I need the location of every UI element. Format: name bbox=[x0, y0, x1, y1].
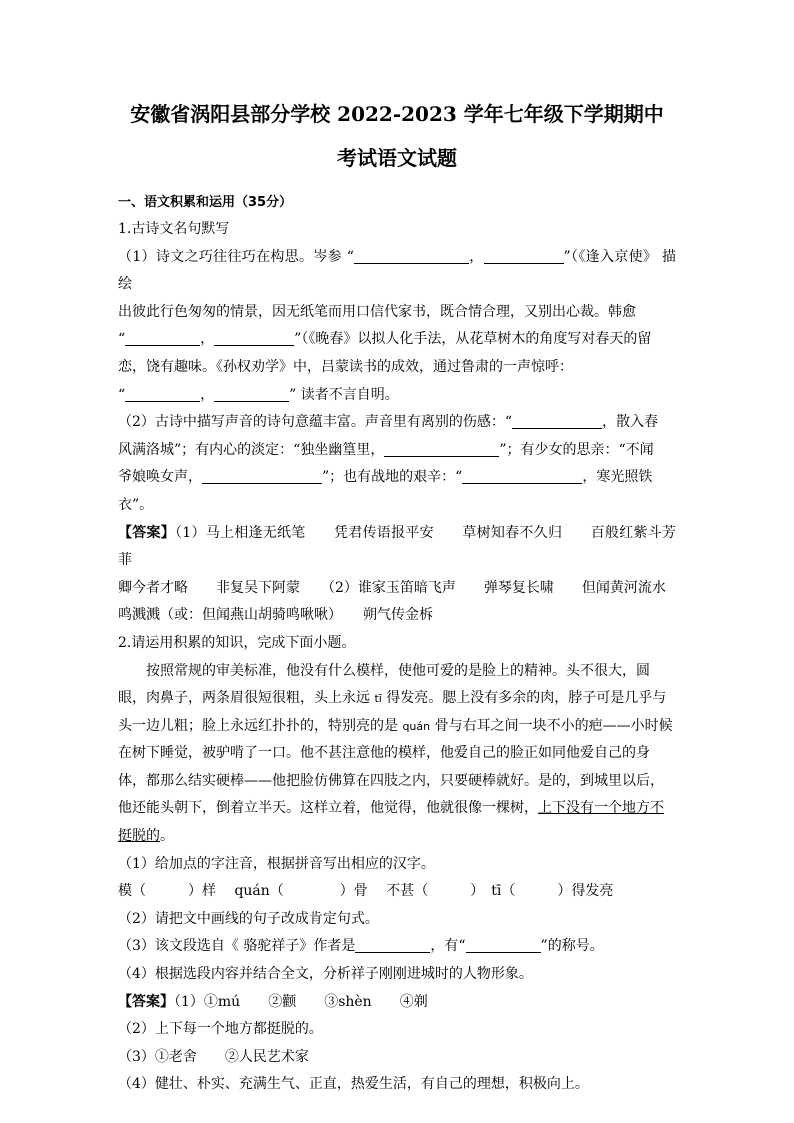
passage-line5: 体，都那么结实硬棒——他把脸仿佛算在四肢之内，只要硬棒就好。是的，到城里以后， bbox=[118, 772, 664, 789]
passage-line6: 他还能头朝下，倒着立半天。这样立着，他觉得，他就很像一棵树，上下没有一个地方不 bbox=[118, 800, 664, 817]
answer-blank[interactable] bbox=[484, 247, 564, 264]
q1-part2-line1: （2）古诗中描写声音的诗句意蕴丰富。声音里有离别的伤感：“ ，散入春 bbox=[118, 414, 659, 431]
answer-blank[interactable] bbox=[125, 385, 200, 402]
answer-blank[interactable] bbox=[125, 329, 200, 346]
doc-title-line1: 安徽省涡阳县部分学校 2022-2023 学年七年级下学期期中 bbox=[130, 102, 664, 126]
underlined-sentence: 上下没有一个地方不 bbox=[538, 800, 664, 817]
q1-part1-line4: 恋，饶有趣味。《孙权劝学》中，吕蒙读书的成效，通过鲁肃的一声惊呼： bbox=[118, 358, 573, 375]
answer-tag: 【答案】 bbox=[118, 993, 174, 1010]
passage-line2: 眼，肉鼻子，两条眉很短很粗，头上永远 tī 得发亮。腮上没有多余的肉，脖子可是几乎与 bbox=[118, 690, 667, 707]
q1-part1-line3: “ ， ”（《晚春》以拟人化手法，从花草树木的角度写对春天的留 bbox=[118, 331, 652, 348]
underlined-sentence-end: 挺脱的 bbox=[118, 828, 160, 845]
answer-2-line3: （3）①老舍 ②人民艺术家 bbox=[118, 1048, 309, 1065]
q2-sub1: （1）给加点的字注音，根据拼音写出相应的汉字。 bbox=[118, 855, 435, 872]
answer-blank[interactable] bbox=[202, 467, 322, 484]
q1-part2-line2: 风满洛城”；有内心的淡定：“独坐幽篁里， ”；有少女的思亲：“不闻 bbox=[118, 441, 654, 458]
passage-line3: 头一边儿粗；脸上永远红扑扑的，特别亮的是 quán 骨与右耳之间一块不小的疤——小时候 bbox=[118, 717, 673, 734]
answer-2-line1: 【答案】（1）①mú ②颧 ③shèn ④剃 bbox=[118, 993, 428, 1010]
pinyin-ti: tī bbox=[374, 692, 382, 706]
answer-blank[interactable] bbox=[214, 329, 294, 346]
q1-part1-line2: 出彼此行色匆匆的情景，因无纸笔而用口信代家书，既合情合理，又别出心裁。韩愈 bbox=[118, 303, 636, 320]
q2-sub2: （2）请把文中画线的句子改成肯定句式。 bbox=[118, 910, 379, 927]
pinyin-quan: quán bbox=[402, 719, 431, 733]
answer-blank[interactable] bbox=[384, 440, 499, 457]
passage-line1: 按照常规的审美标准，他没有什么模样，使他可爱的是脸上的精神。头不很大，圆 bbox=[146, 662, 650, 679]
passage-line4: 在树下睡觉，被驴啃了一口。他不甚注意他的模样，他爱自己的脸正如同他爱自己的身 bbox=[118, 745, 650, 762]
section-heading: 一、语文积累和运用（35分） bbox=[118, 195, 293, 210]
question-2-heading: 2.请运用积累的知识，完成下面小题。 bbox=[118, 634, 356, 651]
answer-blank[interactable] bbox=[462, 467, 582, 484]
q1-part1-line1: （1）诗文之巧往往巧在构思。岑参 “ ， ”（《逢入京使》 描绘 bbox=[118, 248, 677, 293]
q2-sub1-items: 模（ ）样 quán（ ）骨 不甚（ ） tī（ ）得发亮 bbox=[118, 883, 614, 900]
answer-2-line2: （2）上下每一个地方都挺脱的。 bbox=[118, 1021, 323, 1038]
answer-blank[interactable] bbox=[512, 412, 602, 429]
answer-blank[interactable] bbox=[355, 936, 430, 953]
answer-2-line4: （4）健壮、朴实、充满生气、正直，热爱生活，有自己的理想，积极向上。 bbox=[118, 1076, 589, 1093]
answer-1-line1: 【答案】（1）马上相逢无纸笔 凭君传语报平安 草树知春不久归 百般红紫斗芳菲 bbox=[118, 524, 677, 569]
answer-1-line2: 卿今者才略 非复吴下阿蒙 （2）谁家玉笛暗飞声 弹琴复长啸 但闻黄河流水 bbox=[118, 579, 666, 596]
question-1-heading: 1.古诗文名句默写 bbox=[118, 221, 230, 237]
q1-part2-line3: 爷娘唤女声， ”；也有战地的艰辛：“ ，寒光照铁 bbox=[118, 469, 653, 486]
q1-part1-line5: “ ， ” 读者不言自明。 bbox=[118, 386, 399, 403]
answer-blank[interactable] bbox=[466, 936, 541, 953]
passage-line7: 挺脱的。 bbox=[118, 828, 174, 845]
doc-title-line2: 考试语文试题 bbox=[337, 146, 457, 170]
q2-sub4: （4）根据选段内容并结合全文，分析祥子刚刚进城时的人物形象。 bbox=[118, 966, 533, 983]
answer-blank[interactable] bbox=[354, 247, 469, 264]
q2-sub3: （3）该文段选自《 骆驼祥子》作者是 ，有“ ”的称号。 bbox=[118, 938, 604, 955]
answer-tag: 【答案】 bbox=[118, 524, 176, 541]
q1-part2-line4: 衣”。 bbox=[118, 496, 154, 513]
answer-1-line3: 鸣溅溅（或：但闻燕山胡骑鸣啾啾） 朔气传金柝 bbox=[118, 607, 433, 624]
answer-blank[interactable] bbox=[214, 385, 289, 402]
